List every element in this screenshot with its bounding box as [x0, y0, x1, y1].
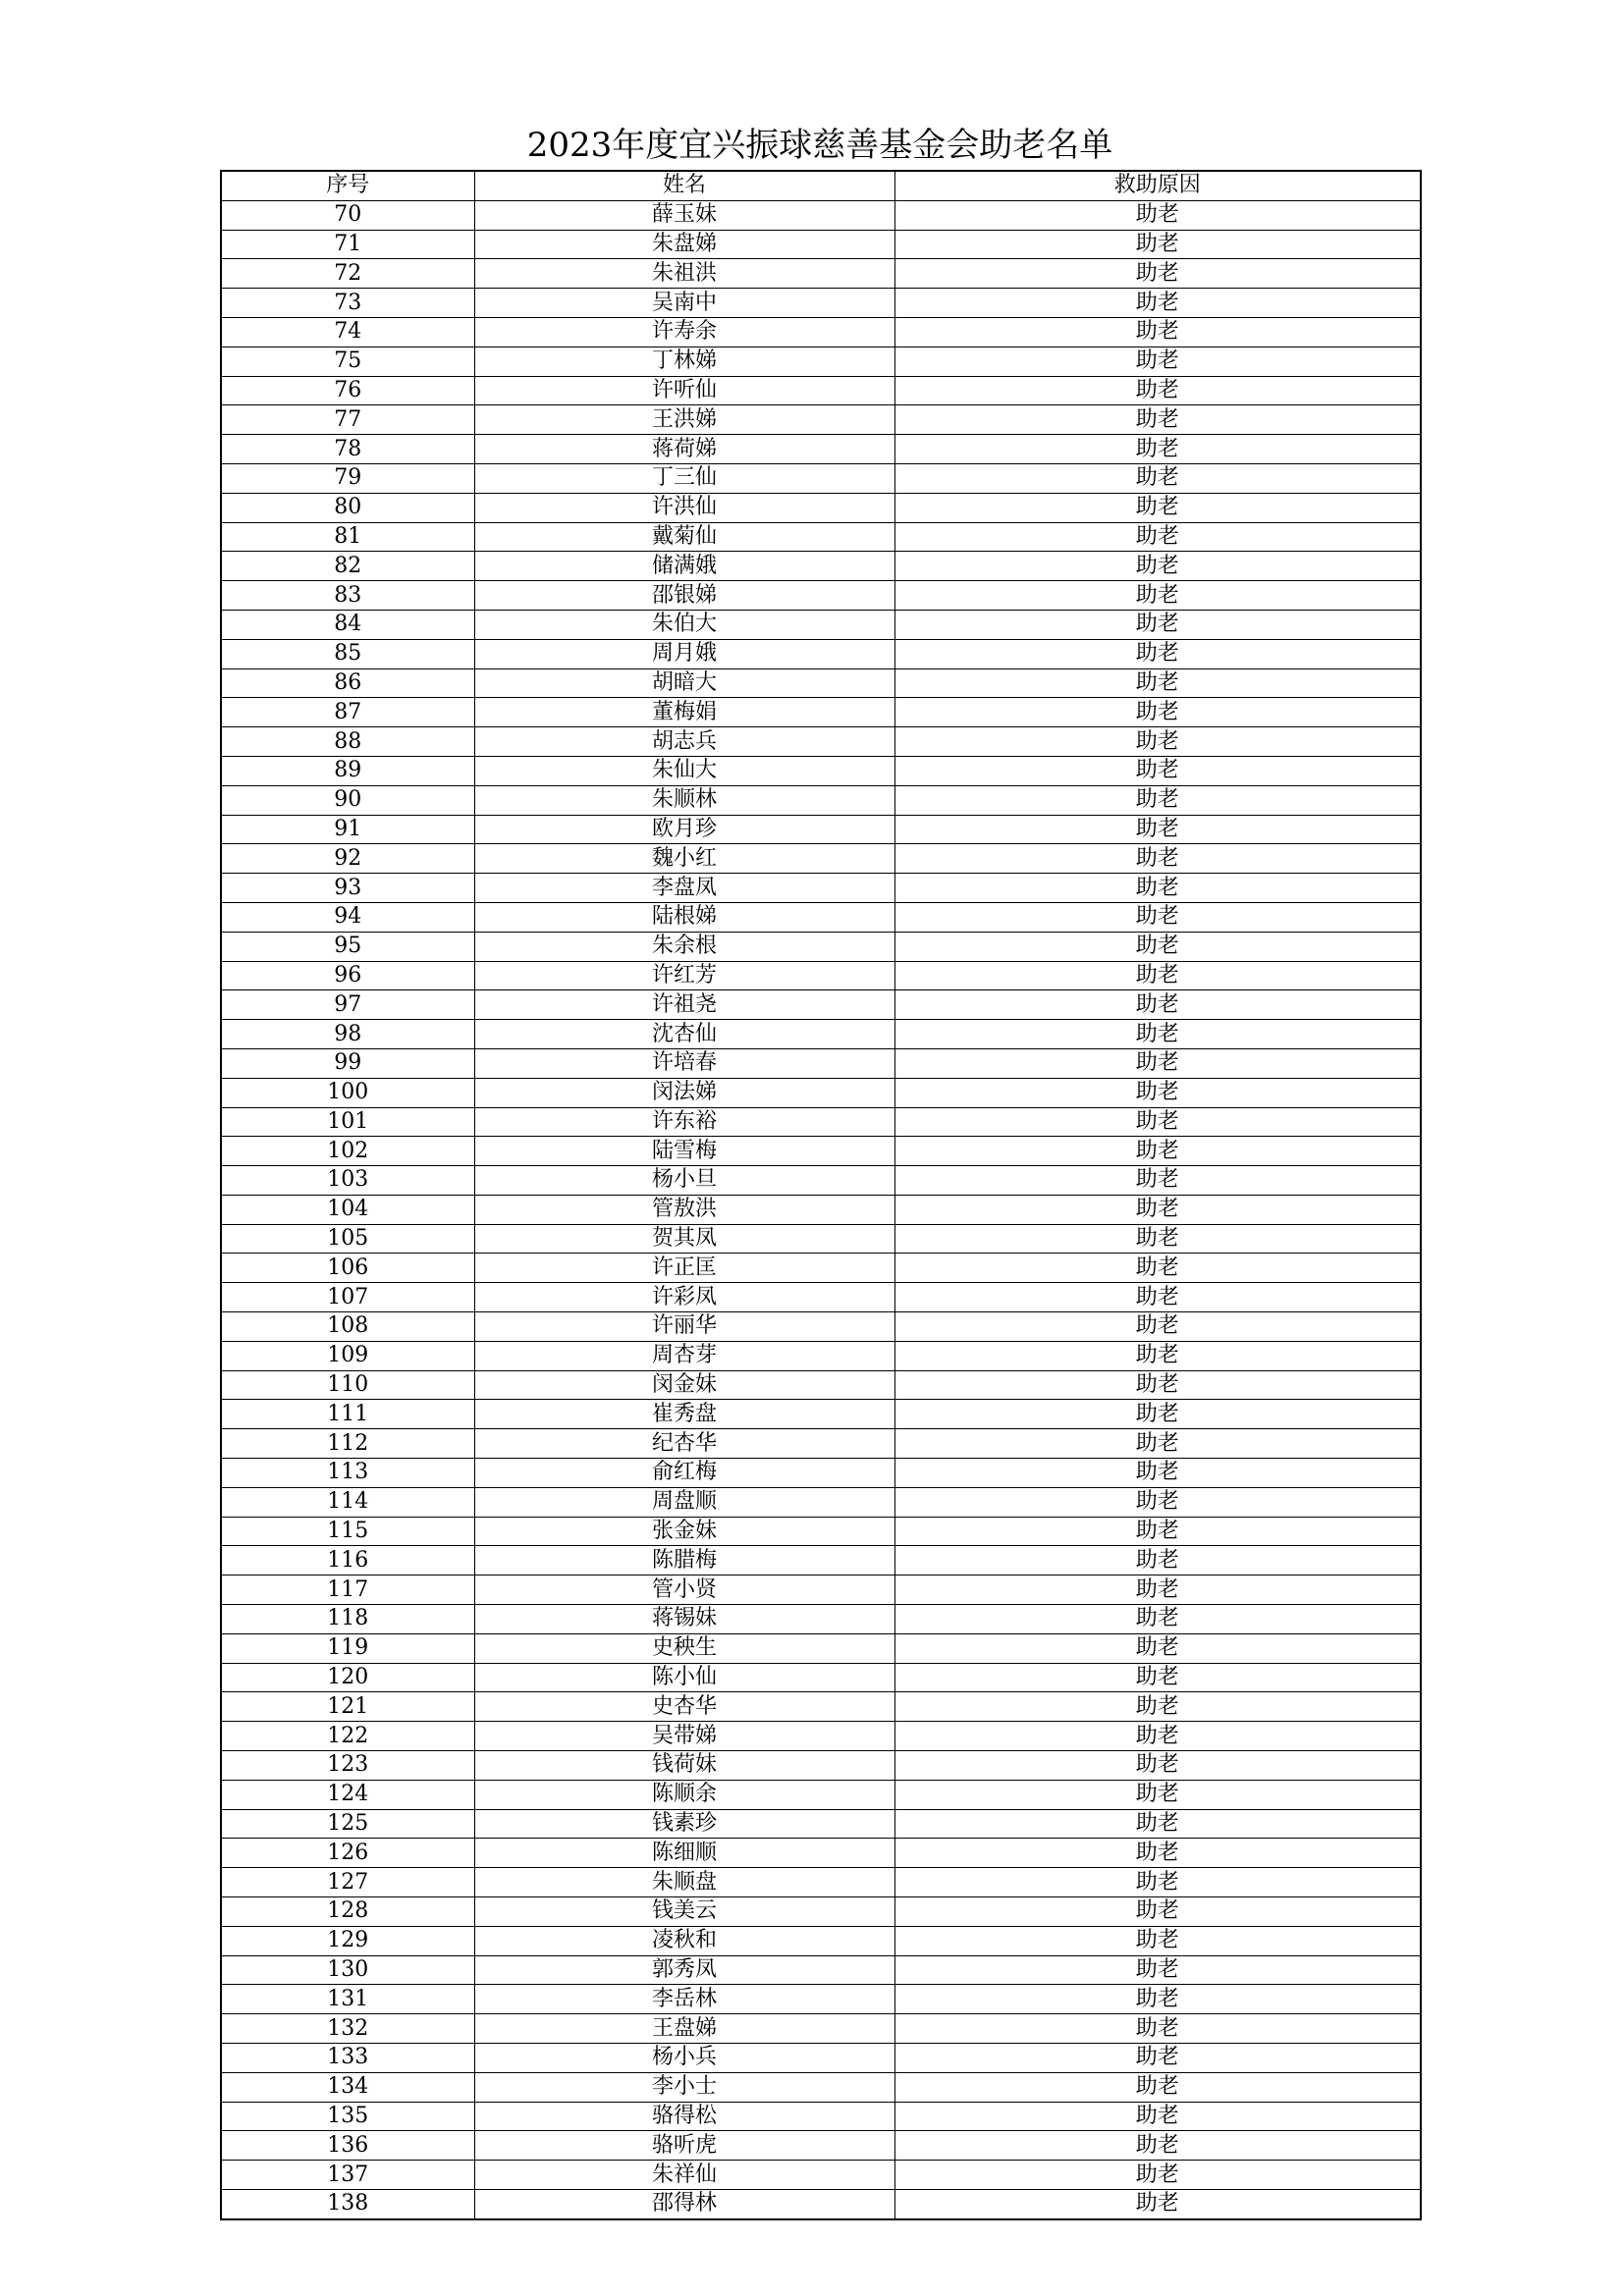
cell-reason: 助老 [894, 1605, 1421, 1634]
cell-name: 纪杏华 [474, 1429, 894, 1459]
cell-number: 116 [221, 1546, 474, 1575]
table-row [221, 1605, 1421, 1634]
table-row [221, 1107, 1421, 1137]
cell-name: 吴南中 [474, 289, 894, 318]
cell-number: 134 [221, 2072, 474, 2102]
cell-name: 管小贤 [474, 1575, 894, 1605]
cell-number: 114 [221, 1487, 474, 1517]
cell-name: 丁三仙 [474, 463, 894, 493]
cell-name: 陈顺余 [474, 1780, 894, 1809]
cell-reason: 助老 [894, 1985, 1421, 2014]
cell-reason: 助老 [894, 961, 1421, 990]
cell-name: 胡志兵 [474, 727, 894, 757]
cell-number: 131 [221, 1985, 474, 2014]
cell-number: 138 [221, 2189, 474, 2218]
cell-number: 101 [221, 1107, 474, 1137]
cell-name: 魏小红 [474, 844, 894, 874]
cell-name: 董梅娟 [474, 698, 894, 727]
cell-number: 85 [221, 639, 474, 668]
cell-name: 薛玉妹 [474, 200, 894, 230]
cell-name: 陆根娣 [474, 902, 894, 932]
cell-number: 115 [221, 1517, 474, 1546]
cell-name: 蒋荷娣 [474, 435, 894, 464]
table-row [221, 1575, 1421, 1605]
cell-number: 89 [221, 756, 474, 785]
table-row [221, 1195, 1421, 1224]
cell-reason: 助老 [894, 522, 1421, 552]
cell-reason: 助老 [894, 698, 1421, 727]
cell-name: 钱美云 [474, 1897, 894, 1927]
table-row [221, 1663, 1421, 1692]
cell-number: 97 [221, 990, 474, 1020]
table-row [221, 2044, 1421, 2073]
cell-name: 丁林娣 [474, 347, 894, 376]
table-row [221, 1137, 1421, 1166]
cell-name: 管敖洪 [474, 1195, 894, 1224]
cell-name: 崔秀盘 [474, 1400, 894, 1429]
table-body [221, 200, 1421, 2218]
cell-name: 许东裕 [474, 1107, 894, 1137]
cell-number: 95 [221, 932, 474, 961]
table-row [221, 2102, 1421, 2131]
cell-number: 82 [221, 552, 474, 581]
cell-reason: 助老 [894, 610, 1421, 639]
cell-reason: 助老 [894, 1341, 1421, 1370]
table-row [221, 756, 1421, 785]
table-row [221, 1487, 1421, 1517]
cell-number: 127 [221, 1868, 474, 1897]
cell-name: 陈腊梅 [474, 1546, 894, 1575]
document-title: 2023年度宜兴振球慈善基金会助老名单 [526, 126, 1113, 165]
table-row [221, 552, 1421, 581]
cell-reason: 助老 [894, 639, 1421, 668]
cell-reason: 助老 [894, 1663, 1421, 1692]
cell-number: 88 [221, 727, 474, 757]
cell-reason: 助老 [894, 874, 1421, 903]
cell-reason: 助老 [894, 1546, 1421, 1575]
table-row [221, 1722, 1421, 1751]
table-row [221, 2014, 1421, 2044]
cell-number: 119 [221, 1633, 474, 1663]
cell-name: 杨小旦 [474, 1166, 894, 1196]
cell-number: 76 [221, 376, 474, 405]
cell-reason: 助老 [894, 581, 1421, 611]
table-row [221, 874, 1421, 903]
table-row [221, 639, 1421, 668]
cell-reason: 助老 [894, 405, 1421, 435]
cell-reason: 助老 [894, 2131, 1421, 2161]
cell-number: 81 [221, 522, 474, 552]
cell-number: 91 [221, 815, 474, 844]
cell-reason: 助老 [894, 1868, 1421, 1897]
cell-name: 朱仙大 [474, 756, 894, 785]
cell-number: 96 [221, 961, 474, 990]
cell-reason: 助老 [894, 1955, 1421, 1985]
cell-number: 118 [221, 1605, 474, 1634]
table-row [221, 1370, 1421, 1400]
table-row [221, 347, 1421, 376]
cell-reason: 助老 [894, 230, 1421, 259]
table-row [221, 1517, 1421, 1546]
cell-reason: 助老 [894, 552, 1421, 581]
cell-name: 周月娥 [474, 639, 894, 668]
cell-reason: 助老 [894, 727, 1421, 757]
table-row [221, 1633, 1421, 1663]
cell-number: 87 [221, 698, 474, 727]
table-row [221, 1985, 1421, 2014]
cell-reason: 助老 [894, 2072, 1421, 2102]
cell-name: 沈杏仙 [474, 1020, 894, 1049]
cell-name: 欧月珍 [474, 815, 894, 844]
cell-number: 133 [221, 2044, 474, 2073]
cell-reason: 助老 [894, 1722, 1421, 1751]
table-row [221, 1429, 1421, 1459]
cell-number: 83 [221, 581, 474, 611]
table-row [221, 581, 1421, 611]
cell-number: 107 [221, 1283, 474, 1312]
cell-number: 99 [221, 1048, 474, 1078]
cell-number: 94 [221, 902, 474, 932]
cell-name: 邵得林 [474, 2189, 894, 2218]
cell-number: 120 [221, 1663, 474, 1692]
cell-reason: 助老 [894, 1459, 1421, 1488]
cell-name: 胡暗大 [474, 668, 894, 698]
cell-reason: 助老 [894, 289, 1421, 318]
cell-reason: 助老 [894, 2189, 1421, 2218]
cell-name: 骆听虎 [474, 2131, 894, 2161]
table-row [221, 1341, 1421, 1370]
cell-reason: 助老 [894, 990, 1421, 1020]
cell-reason: 助老 [894, 2102, 1421, 2131]
cell-name: 陈小仙 [474, 1663, 894, 1692]
cell-number: 86 [221, 668, 474, 698]
cell-reason: 助老 [894, 932, 1421, 961]
cell-number: 111 [221, 1400, 474, 1429]
table-row [221, 317, 1421, 347]
cell-name: 钱素珍 [474, 1809, 894, 1839]
cell-name: 许培春 [474, 1048, 894, 1078]
cell-reason: 助老 [894, 1926, 1421, 1955]
cell-reason: 助老 [894, 1751, 1421, 1781]
table-row [221, 727, 1421, 757]
cell-number: 106 [221, 1254, 474, 1283]
cell-reason: 助老 [894, 1487, 1421, 1517]
cell-number: 103 [221, 1166, 474, 1196]
cell-reason: 助老 [894, 2014, 1421, 2044]
cell-number: 104 [221, 1195, 474, 1224]
table-row [221, 610, 1421, 639]
cell-name: 骆得松 [474, 2102, 894, 2131]
cell-number: 90 [221, 785, 474, 815]
cell-reason: 助老 [894, 317, 1421, 347]
cell-number: 77 [221, 405, 474, 435]
table-row [221, 1692, 1421, 1722]
cell-reason: 助老 [894, 902, 1421, 932]
table-row [221, 259, 1421, 289]
cell-name: 周盘顺 [474, 1487, 894, 1517]
cell-name: 凌秋和 [474, 1926, 894, 1955]
cell-reason: 助老 [894, 1517, 1421, 1546]
cell-reason: 助老 [894, 1780, 1421, 1809]
table-row [221, 932, 1421, 961]
table-row [221, 493, 1421, 522]
table-row [221, 1048, 1421, 1078]
cell-number: 110 [221, 1370, 474, 1400]
table-row [221, 2161, 1421, 2190]
cell-reason: 助老 [894, 1312, 1421, 1342]
table-row [221, 1459, 1421, 1488]
cell-reason: 助老 [894, 756, 1421, 785]
cell-reason: 助老 [894, 844, 1421, 874]
cell-name: 郭秀凤 [474, 1955, 894, 1985]
table-row [221, 698, 1421, 727]
cell-name: 许红芳 [474, 961, 894, 990]
cell-name: 史秧生 [474, 1633, 894, 1663]
table-row [221, 1546, 1421, 1575]
cell-reason: 助老 [894, 376, 1421, 405]
cell-reason: 助老 [894, 1224, 1421, 1254]
cell-number: 123 [221, 1751, 474, 1781]
cell-number: 105 [221, 1224, 474, 1254]
cell-name: 朱顺盘 [474, 1868, 894, 1897]
table-row [221, 1955, 1421, 1985]
cell-name: 陆雪梅 [474, 1137, 894, 1166]
cell-number: 128 [221, 1897, 474, 1927]
cell-name: 王洪娣 [474, 405, 894, 435]
cell-name: 朱伯大 [474, 610, 894, 639]
cell-number: 108 [221, 1312, 474, 1342]
table-row [221, 1020, 1421, 1049]
cell-reason: 助老 [894, 1283, 1421, 1312]
cell-number: 113 [221, 1459, 474, 1488]
cell-name: 许祖尧 [474, 990, 894, 1020]
cell-number: 112 [221, 1429, 474, 1459]
cell-name: 王盘娣 [474, 2014, 894, 2044]
table-row [221, 785, 1421, 815]
cell-number: 136 [221, 2131, 474, 2161]
cell-number: 79 [221, 463, 474, 493]
cell-number: 117 [221, 1575, 474, 1605]
column-header-number: 序号 [221, 171, 474, 200]
table-row [221, 815, 1421, 844]
cell-reason: 助老 [894, 1137, 1421, 1166]
cell-reason: 助老 [894, 1809, 1421, 1839]
table-row [221, 405, 1421, 435]
table-row [221, 1780, 1421, 1809]
cell-name: 许洪仙 [474, 493, 894, 522]
table-row [221, 1224, 1421, 1254]
cell-reason: 助老 [894, 1692, 1421, 1722]
cell-name: 朱祖洪 [474, 259, 894, 289]
cell-name: 许丽华 [474, 1312, 894, 1342]
cell-name: 贺其凤 [474, 1224, 894, 1254]
cell-name: 李盘凤 [474, 874, 894, 903]
cell-name: 周杏芽 [474, 1341, 894, 1370]
cell-number: 72 [221, 259, 474, 289]
table-row [221, 435, 1421, 464]
table-header-row [221, 171, 1421, 200]
cell-name: 许听仙 [474, 376, 894, 405]
table-row [221, 1400, 1421, 1429]
cell-name: 戴菊仙 [474, 522, 894, 552]
cell-name: 李小士 [474, 2072, 894, 2102]
cell-number: 92 [221, 844, 474, 874]
cell-number: 125 [221, 1809, 474, 1839]
cell-reason: 助老 [894, 1370, 1421, 1400]
column-header-reason: 救助原因 [894, 171, 1421, 200]
cell-reason: 助老 [894, 1633, 1421, 1663]
cell-name: 邵银娣 [474, 581, 894, 611]
cell-number: 121 [221, 1692, 474, 1722]
table-row [221, 1283, 1421, 1312]
table-row [221, 961, 1421, 990]
table-row [221, 1897, 1421, 1927]
cell-number: 135 [221, 2102, 474, 2131]
cell-number: 70 [221, 200, 474, 230]
cell-name: 俞红梅 [474, 1459, 894, 1488]
cell-number: 124 [221, 1780, 474, 1809]
cell-reason: 助老 [894, 463, 1421, 493]
table-row [221, 1868, 1421, 1897]
cell-reason: 助老 [894, 1400, 1421, 1429]
cell-name: 陈细顺 [474, 1839, 894, 1868]
table-row [221, 902, 1421, 932]
table-row [221, 2131, 1421, 2161]
cell-number: 122 [221, 1722, 474, 1751]
table-row [221, 844, 1421, 874]
cell-name: 闵金妹 [474, 1370, 894, 1400]
cell-name: 蒋锡妹 [474, 1605, 894, 1634]
cell-reason: 助老 [894, 259, 1421, 289]
table-row [221, 200, 1421, 230]
cell-name: 杨小兵 [474, 2044, 894, 2073]
cell-name: 储满娥 [474, 552, 894, 581]
table-row [221, 463, 1421, 493]
cell-number: 130 [221, 1955, 474, 1985]
cell-reason: 助老 [894, 1839, 1421, 1868]
cell-reason: 助老 [894, 2044, 1421, 2073]
cell-reason: 助老 [894, 1078, 1421, 1107]
table-row [221, 1166, 1421, 1196]
cell-number: 84 [221, 610, 474, 639]
table-row [221, 230, 1421, 259]
cell-reason: 助老 [894, 1195, 1421, 1224]
cell-reason: 助老 [894, 668, 1421, 698]
cell-number: 129 [221, 1926, 474, 1955]
cell-name: 朱顺林 [474, 785, 894, 815]
cell-name: 许寿余 [474, 317, 894, 347]
cell-reason: 助老 [894, 1429, 1421, 1459]
cell-reason: 助老 [894, 815, 1421, 844]
cell-reason: 助老 [894, 435, 1421, 464]
cell-name: 钱荷妹 [474, 1751, 894, 1781]
table-row [221, 1078, 1421, 1107]
table-row [221, 1312, 1421, 1342]
table-row [221, 1926, 1421, 1955]
table-row [221, 2072, 1421, 2102]
elderly-aid-roster-table [220, 170, 1422, 2220]
cell-reason: 助老 [894, 1575, 1421, 1605]
cell-reason: 助老 [894, 1897, 1421, 1927]
table-row [221, 376, 1421, 405]
cell-number: 74 [221, 317, 474, 347]
cell-reason: 助老 [894, 347, 1421, 376]
cell-reason: 助老 [894, 493, 1421, 522]
table-row [221, 1254, 1421, 1283]
cell-reason: 助老 [894, 1254, 1421, 1283]
cell-name: 许正匡 [474, 1254, 894, 1283]
cell-name: 朱祥仙 [474, 2161, 894, 2190]
cell-name: 许彩凤 [474, 1283, 894, 1312]
table-row [221, 990, 1421, 1020]
cell-number: 109 [221, 1341, 474, 1370]
cell-reason: 助老 [894, 1166, 1421, 1196]
cell-name: 李岳林 [474, 1985, 894, 2014]
cell-reason: 助老 [894, 1020, 1421, 1049]
cell-name: 朱盘娣 [474, 230, 894, 259]
column-header-name: 姓名 [474, 171, 894, 200]
cell-name: 史杏华 [474, 1692, 894, 1722]
table-row [221, 668, 1421, 698]
table-row [221, 1809, 1421, 1839]
table-row [221, 1751, 1421, 1781]
cell-number: 132 [221, 2014, 474, 2044]
table-row [221, 2189, 1421, 2218]
cell-number: 80 [221, 493, 474, 522]
cell-number: 100 [221, 1078, 474, 1107]
cell-reason: 助老 [894, 1107, 1421, 1137]
cell-number: 102 [221, 1137, 474, 1166]
table-row [221, 289, 1421, 318]
cell-name: 闵法娣 [474, 1078, 894, 1107]
cell-number: 71 [221, 230, 474, 259]
cell-name: 吴带娣 [474, 1722, 894, 1751]
cell-name: 张金妹 [474, 1517, 894, 1546]
cell-reason: 助老 [894, 200, 1421, 230]
cell-reason: 助老 [894, 2161, 1421, 2190]
cell-number: 93 [221, 874, 474, 903]
cell-number: 126 [221, 1839, 474, 1868]
table-row [221, 522, 1421, 552]
cell-number: 75 [221, 347, 474, 376]
table-row [221, 1839, 1421, 1868]
cell-number: 137 [221, 2161, 474, 2190]
cell-reason: 助老 [894, 1048, 1421, 1078]
cell-number: 98 [221, 1020, 474, 1049]
cell-name: 朱余根 [474, 932, 894, 961]
cell-number: 73 [221, 289, 474, 318]
cell-number: 78 [221, 435, 474, 464]
cell-reason: 助老 [894, 785, 1421, 815]
